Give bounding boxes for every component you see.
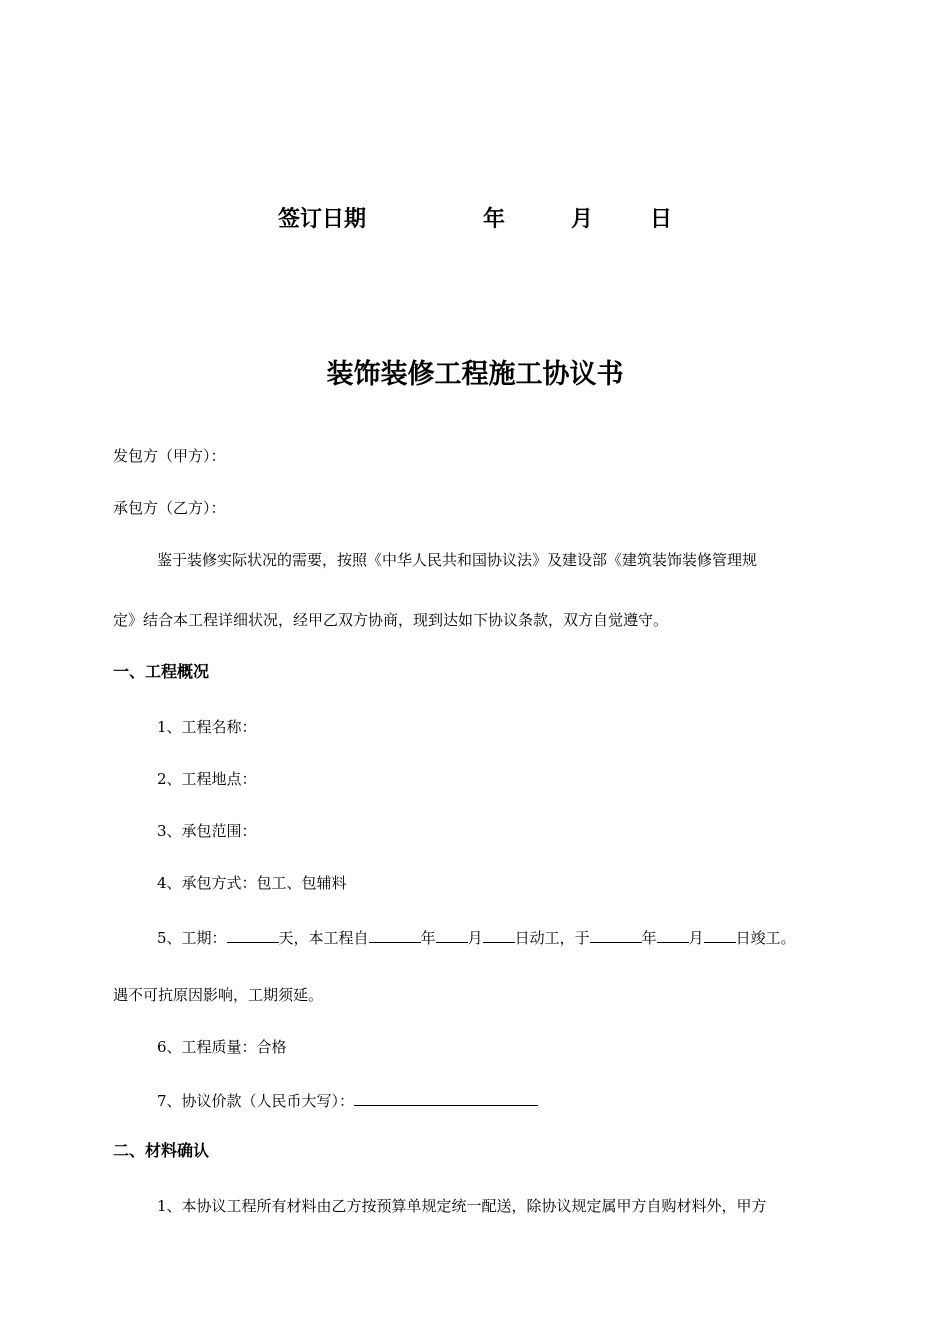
item-quality: 6、工程质量：合格 — [157, 1038, 287, 1056]
contract-price-label: 7、协议价款（人民币大写）： — [157, 1092, 355, 1110]
start-month-text: 月 — [467, 929, 483, 947]
period-continuation: 遇不可抗原因影响，工期须延。 — [113, 986, 324, 1004]
item-contract-method: 4、承包方式：包工、包辅料 — [157, 874, 347, 892]
start-month-blank — [436, 926, 468, 943]
item-project-name: 1、工程名称： — [157, 718, 257, 736]
item-contract-scope: 3、承包范围： — [157, 822, 257, 840]
signing-date-label: 签订日期 — [278, 207, 367, 232]
section-2-heading: 二、材料确认 — [113, 1141, 210, 1160]
signing-date-line — [0, 204, 950, 236]
period-prefix: 5、工期： — [157, 929, 227, 947]
materials-item-1: 1、本协议工程所有材料由乙方按预算单规定统一配送，除协议规定属甲方自购材料外，甲方 — [157, 1197, 767, 1215]
start-day-text: 日动工，于 — [514, 929, 590, 947]
item-project-location: 2、工程地点： — [157, 770, 257, 788]
end-month-blank — [657, 926, 689, 943]
party-b-line: 承包方（乙方）： — [113, 499, 226, 517]
days-blank — [227, 926, 279, 943]
intro-paragraph-line-2: 定》结合本工程详细状况，经甲乙双方协商，现到达如下协议条款，双方自觉遵守。 — [113, 611, 669, 629]
signing-year-label: 年 — [483, 207, 506, 232]
contract-price-blank — [354, 1089, 538, 1106]
end-day-blank — [704, 926, 736, 943]
item-construction-period — [157, 926, 796, 948]
end-year-text: 年 — [641, 929, 657, 947]
section-1-heading: 一、工程概况 — [113, 662, 210, 681]
signing-day-label: 日 — [650, 207, 673, 232]
document-title: 装饰装修工程施工协议书 — [326, 359, 624, 390]
start-year-blank — [369, 926, 421, 943]
signing-month-label: 月 — [571, 207, 594, 232]
start-year-text: 年 — [420, 929, 436, 947]
end-year-blank — [590, 926, 642, 943]
party-a-line: 发包方（甲方）： — [113, 447, 226, 465]
start-day-blank — [483, 926, 515, 943]
end-day-text: 日竣工。 — [735, 929, 796, 947]
item-contract-price — [157, 1089, 538, 1111]
period-days-text: 天，本工程自 — [278, 929, 369, 947]
end-month-text: 月 — [688, 929, 704, 947]
intro-paragraph-line-1: 鉴于装修实际状况的需要，按照《中华人民共和国协议法》及建设部《建筑装饰装修管理规 — [157, 551, 758, 569]
